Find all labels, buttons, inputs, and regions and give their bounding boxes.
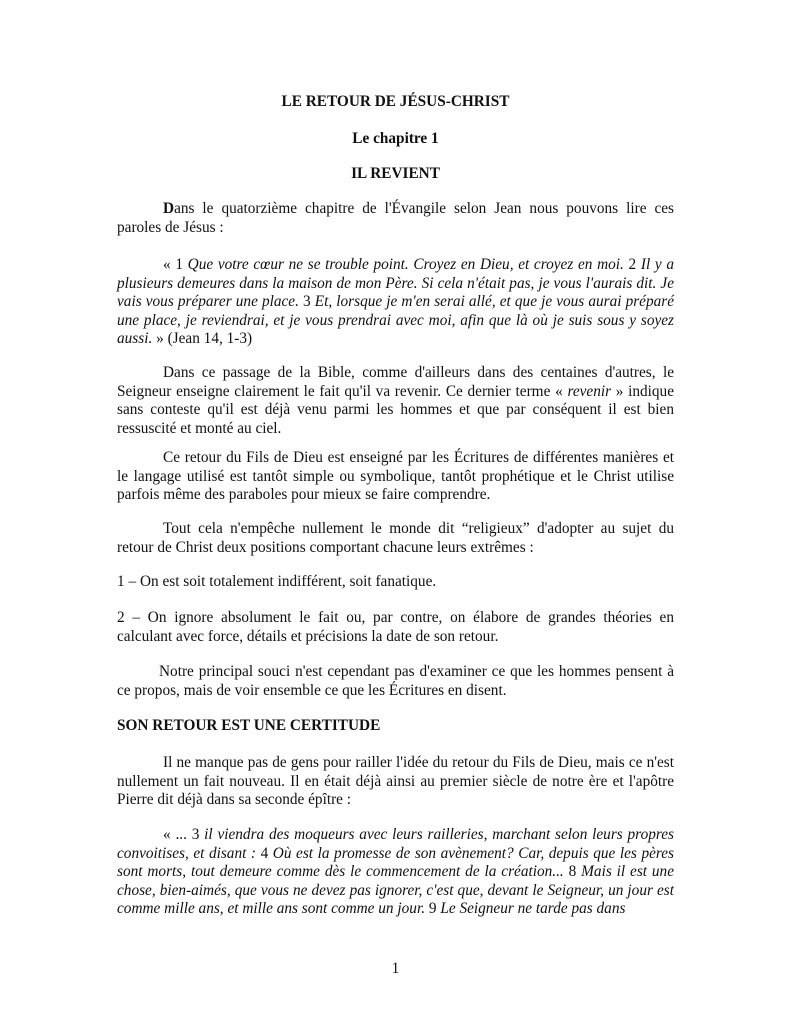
- quote-open: « 1: [163, 256, 188, 273]
- quote-2-open: « ... 3: [163, 826, 205, 843]
- quote-2-peter: [117, 826, 674, 919]
- paragraph-4: Tout cela n'empêche nullement le monde dit “religieux” d'adopter au sujet du retour de Christ deux positions comportant chacune leurs extrêmes :: [117, 520, 674, 556]
- list-item-1: 1 – On est soit totalement indifférent, soit fanatique.: [117, 573, 437, 590]
- chapter-number: Le chapitre 1: [352, 130, 439, 147]
- verse-number-9: 9: [425, 900, 441, 917]
- intro-text: ans le quatorzième chapitre de l'Évangile selon Jean nous pouvons lire ces paroles de Jésus :: [117, 200, 674, 236]
- verse-number-4: 4: [256, 844, 273, 862]
- quote-john-14: [117, 256, 674, 349]
- paragraph-2-text-a: Dans ce passage de la Bible, comme d'ailleurs dans des centaines d'autres, le Seigneur enseigne clairement le fait qu'il va revenir. Ce dernier terme «: [117, 364, 674, 400]
- quote-reference: » (Jean 14, 1-3): [152, 330, 253, 347]
- verse-3b: il viendra des moqueurs avec leurs railleries, marchant selon leurs propres convoitises, et disant :: [117, 826, 674, 862]
- document-title: LE RETOUR DE JÉSUS-CHRIST: [281, 93, 510, 110]
- page-number: 1: [391, 960, 400, 977]
- section-heading: SON RETOUR EST UNE CERTITUDE: [117, 717, 381, 734]
- verse-number-2: 2: [623, 256, 641, 273]
- verse-number-3: 3: [298, 293, 315, 310]
- verse-8: Mais il est une chose, bien-aimés, que vous ne devez pas ignorer, c'est que, devant le Seigneur, un jour est comme mille ans, et mille ans sont comme un jour.: [117, 863, 674, 917]
- intro-first-letter: D: [163, 200, 175, 217]
- paragraph-2-term: revenir: [567, 382, 612, 400]
- verse-2: Il y a plusieurs demeures dans la maison de mon Père. Si cela n'était pas, je vous l'aurais dit. Je vais vous préparer une place.: [117, 256, 675, 310]
- list-item-2: 2 – On ignore absolument le fait ou, par contre, on élabore de grandes théories en calculant avec force, détails et précisions la date de son retour.: [117, 609, 674, 645]
- verse-4: Où est la promesse de son avènement? Car, depuis que les pères sont morts, tout demeure comme dès le commencement de la création...: [117, 844, 675, 880]
- paragraph-6: Il ne manque pas de gens pour railler l'idée du retour du Fils de Dieu, mais ce n'est nullement un fait nouveau. Il en était déjà ainsi au premier siècle de notre ère et l'apôtre Pierre dit déjà dans sa seconde épître :: [117, 754, 674, 808]
- verse-9: Le Seigneur ne tarde pas dans: [440, 900, 626, 917]
- chapter-title: IL REVIENT: [351, 165, 440, 182]
- verse-3: Et, lorsque je m'en serai allé, et que je vous aurai préparé une place, je reviendrai, et je vous prendrai avec moi, afin que là où je suis sous y soyez aussi.: [117, 293, 675, 347]
- paragraph-3: Ce retour du Fils de Dieu est enseigné par les Écritures de différentes manières et le langage utilisé est tantôt simple ou symbolique, tantôt prophétique et le Christ utilise parfois même des paraboles pour mieux se faire comprendre.: [117, 449, 674, 503]
- paragraph-2-text-b: » indique sans conteste qu'il est déjà venu parmi les hommes et que par conséquent il est bien ressuscité et monté au ciel.: [117, 382, 674, 437]
- intro-paragraph: [117, 200, 674, 237]
- verse-1: Que votre cœur ne se trouble point. Croyez en Dieu, et croyez en moi.: [187, 256, 624, 273]
- verse-number-8: 8: [563, 863, 582, 880]
- paragraph-2: [117, 364, 674, 438]
- paragraph-5: Notre principal souci n'est cependant pas d'examiner ce que les hommes pensent à ce propos, mais de voir ensemble ce que les Écritures en disent.: [117, 663, 674, 699]
